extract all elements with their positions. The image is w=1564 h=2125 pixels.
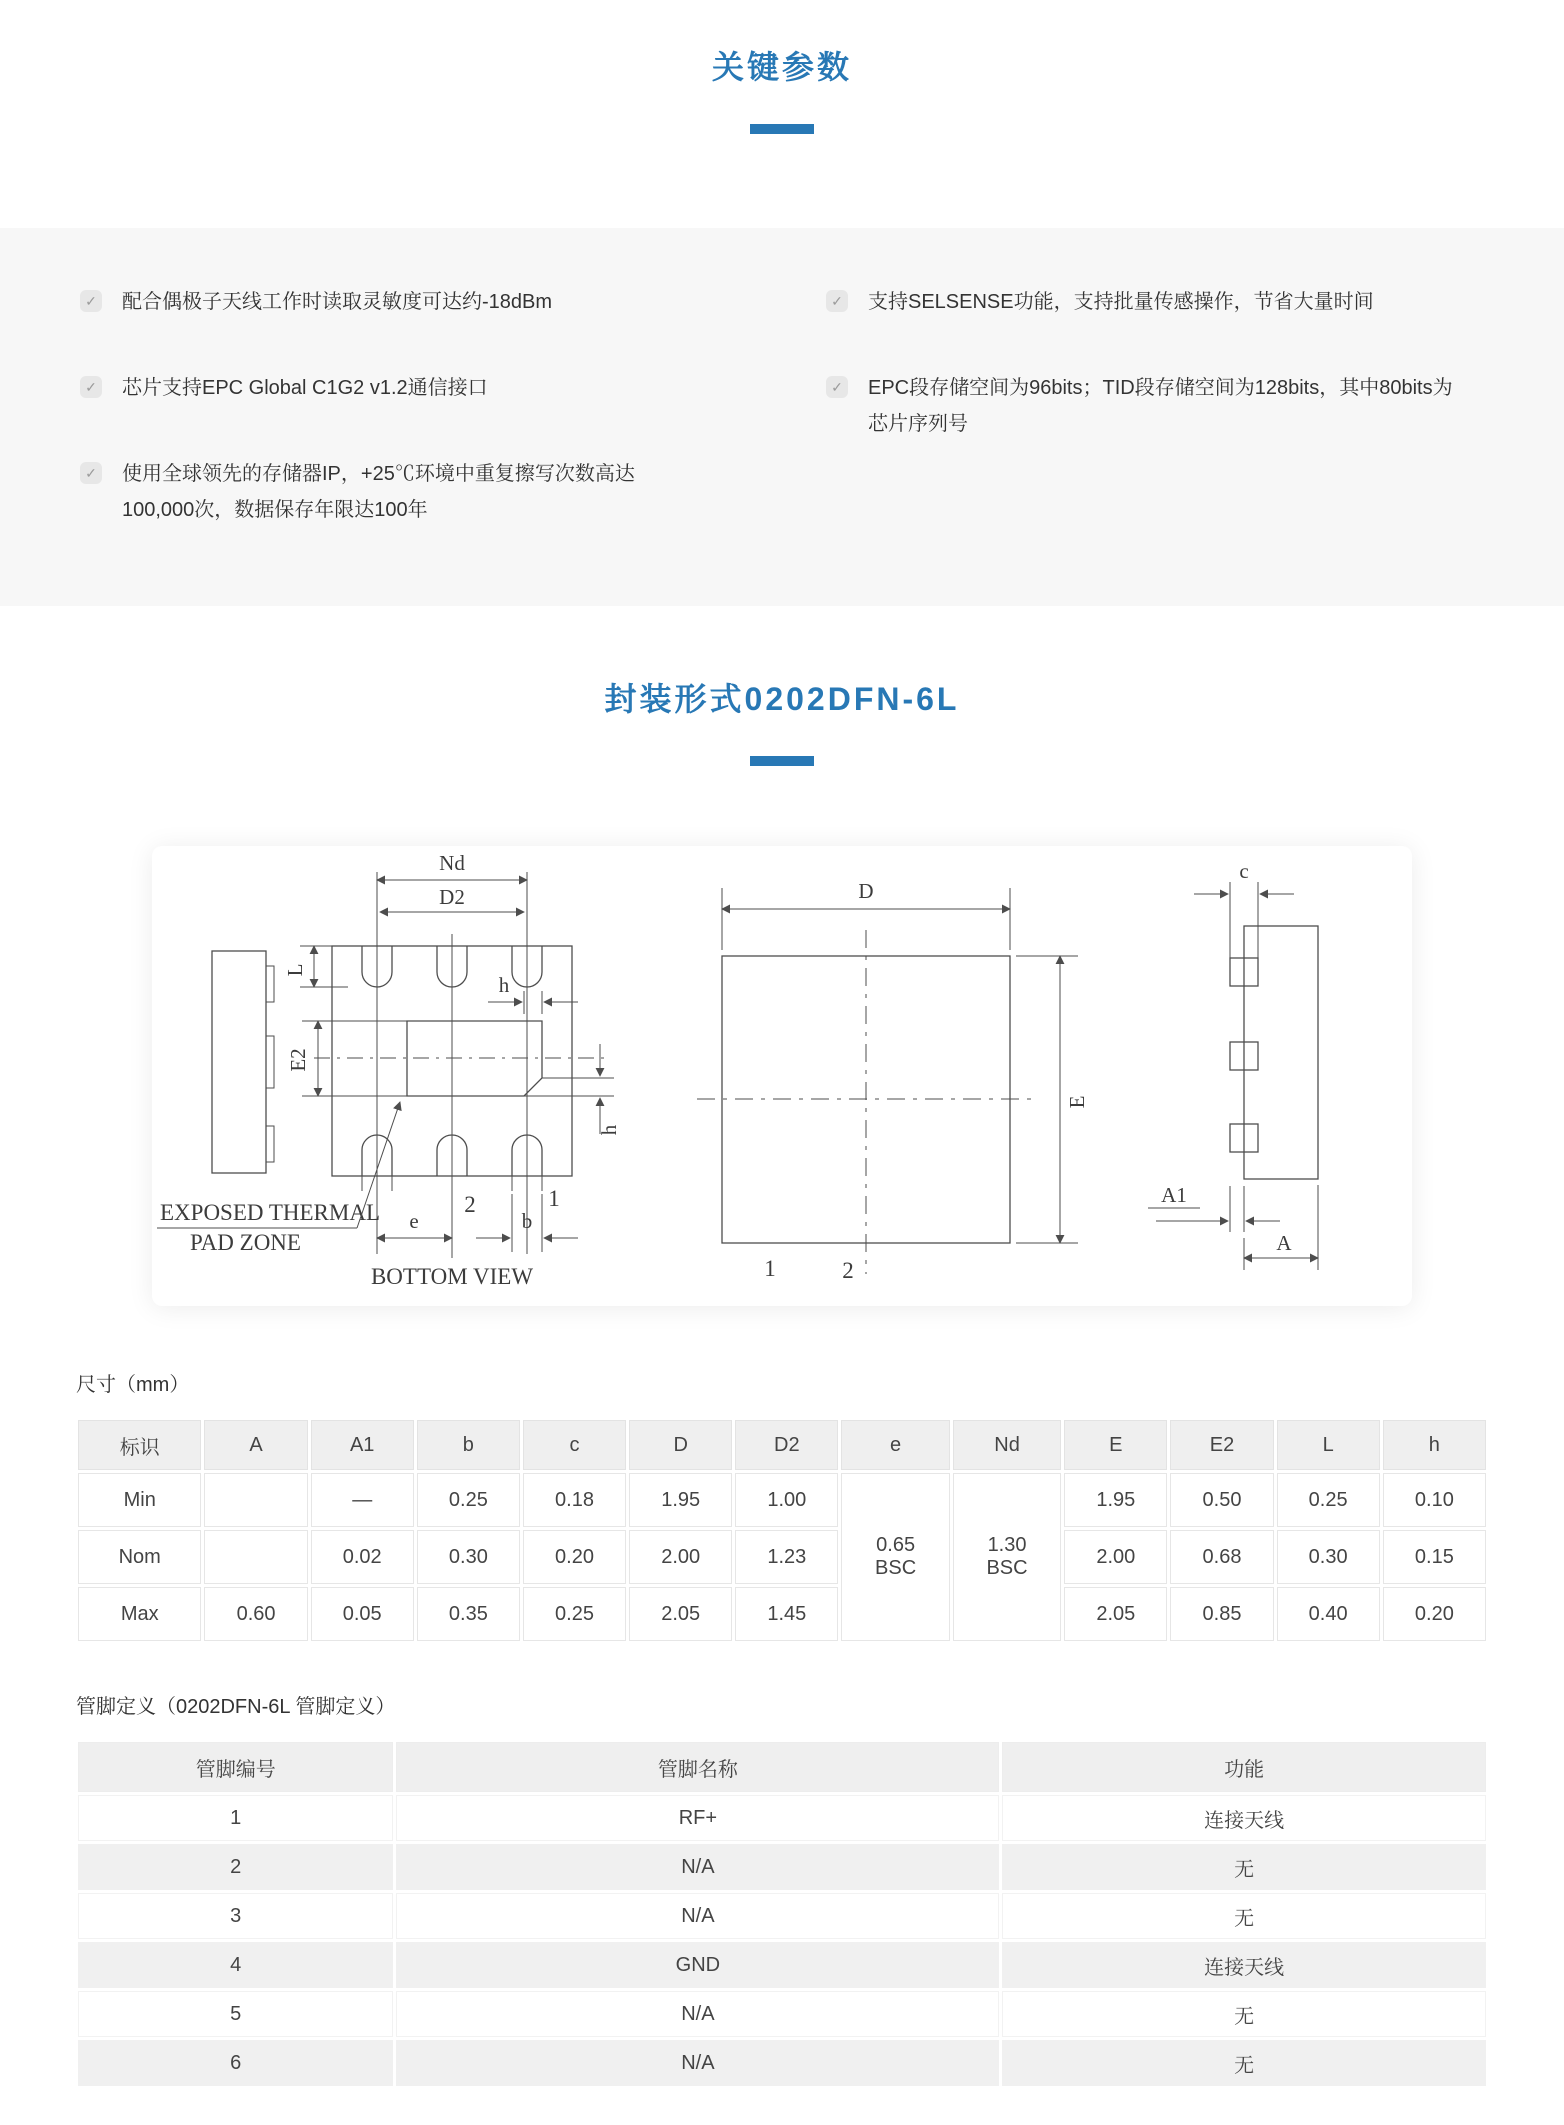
feature-text: 支持SELSENSE功能，支持批量传感操作，节省大量时间 <box>868 291 1374 313</box>
merged-cell-nd <box>953 1473 1061 1641</box>
pin-name: N/A <box>396 2040 999 2086</box>
cell: 0.20 <box>523 1530 626 1584</box>
dim-label-E: E <box>1065 1095 1089 1109</box>
cell <box>204 1473 307 1527</box>
bottom-view-caption: BOTTOM VIEW <box>370 1264 534 1289</box>
dim-label-d2: D2 <box>439 885 465 909</box>
feature-text: 使用全球领先的存储器IP，+25℃环境中重复擦写次数高达100,000次，数据保存年限达100年 <box>122 463 635 521</box>
column-header: D <box>629 1420 732 1470</box>
pin-definition-label: 管脚定义（0202DFN-6L 管脚定义） <box>76 1696 396 1718</box>
feature-text: EPC段存储空间为96bits；TID段存储空间为128bits，其中80bits为芯片序列号 <box>868 377 1453 435</box>
cell: 0.02 <box>311 1530 414 1584</box>
cell: 0.30 <box>1277 1530 1380 1584</box>
title-underline <box>750 124 814 134</box>
column-header: Nd <box>953 1420 1061 1470</box>
dimensions-table <box>75 1417 1489 1644</box>
merged-value-line: 0.65 <box>876 1534 916 1556</box>
key-parameters-title: 关键参数 <box>711 49 852 85</box>
row-label: Max <box>78 1587 201 1641</box>
feature-item <box>826 284 1564 320</box>
bottom-view-pin1: 1 <box>548 1186 560 1211</box>
merged-value-line: 1.30 <box>987 1534 1027 1556</box>
pin-function: 连接天线 <box>1002 1942 1486 1988</box>
pin-name: N/A <box>396 1991 999 2037</box>
dim-label-h-center: h <box>498 973 510 997</box>
pin-number: 3 <box>78 1893 393 1939</box>
side-profile-view <box>212 951 274 1173</box>
feature-item <box>80 284 826 320</box>
table-row <box>78 1942 1486 1988</box>
pin-function: 无 <box>1002 1991 1486 2037</box>
table-row <box>78 2040 1486 2086</box>
cell <box>204 1530 307 1584</box>
cell: 1.45 <box>735 1587 838 1641</box>
feature-item <box>80 456 826 528</box>
cell: 0.50 <box>1170 1473 1273 1527</box>
pin-number: 1 <box>78 1795 393 1841</box>
column-header: A <box>204 1420 307 1470</box>
feature-item <box>826 370 1564 442</box>
table-row <box>78 1530 1486 1584</box>
cell: 2.05 <box>1064 1587 1167 1641</box>
row-label: Nom <box>78 1530 201 1584</box>
pin-function: 连接天线 <box>1002 1795 1486 1841</box>
features-column-right <box>826 284 1564 578</box>
cell: 1.95 <box>629 1473 732 1527</box>
column-header: E <box>1064 1420 1167 1470</box>
dim-label-h-right: h <box>597 1124 621 1136</box>
cell: 0.15 <box>1383 1530 1486 1584</box>
column-header: D2 <box>735 1420 838 1470</box>
package-title: 封装形式0202DFN-6L <box>604 681 960 717</box>
merged-cell-e <box>841 1473 949 1641</box>
pin-number: 2 <box>78 1844 393 1890</box>
column-header: 管脚编号 <box>78 1742 393 1792</box>
cell: 0.18 <box>523 1473 626 1527</box>
table-row <box>78 1795 1486 1841</box>
cell: — <box>311 1473 414 1527</box>
pin-name: N/A <box>396 1844 999 1890</box>
bottom-view-pin2: 2 <box>464 1192 476 1217</box>
thermal-pad-note-line1: EXPOSED THERMAL <box>160 1200 381 1225</box>
column-header: e <box>841 1420 949 1470</box>
pin-definition-table <box>75 1739 1489 2089</box>
pin-function: 无 <box>1002 2040 1486 2086</box>
check-icon: ✓ <box>826 376 848 398</box>
cell: 0.25 <box>417 1473 520 1527</box>
cell: 0.35 <box>417 1587 520 1641</box>
side-view <box>1148 859 1318 1270</box>
merged-value-line: BSC <box>875 1557 917 1579</box>
column-header: b <box>417 1420 520 1470</box>
key-parameters-section <box>0 228 1564 606</box>
pin-name: RF+ <box>396 1795 999 1841</box>
feature-item <box>80 370 826 406</box>
dim-label-a: A <box>1276 1231 1292 1255</box>
feature-text: 芯片支持EPC Global C1G2 v1.2通信接口 <box>122 377 488 399</box>
feature-text: 配合偶极子天线工作时读取灵敏度可达约-18dBm <box>122 291 553 313</box>
title-underline <box>750 756 814 766</box>
dim-label-d: D <box>858 879 874 903</box>
cell: 2.00 <box>1064 1530 1167 1584</box>
pin-number: 6 <box>78 2040 393 2086</box>
dim-label-a1: A1 <box>1161 1183 1187 1207</box>
cell: 0.68 <box>1170 1530 1273 1584</box>
top-view-pin1: 1 <box>764 1256 776 1281</box>
check-icon: ✓ <box>826 290 848 312</box>
column-header: h <box>1383 1420 1486 1470</box>
column-header: 标识 <box>78 1420 201 1470</box>
column-header: E2 <box>1170 1420 1273 1470</box>
table-row <box>78 1844 1486 1890</box>
dimensions-label: 尺寸（mm） <box>76 1374 190 1396</box>
cell: 2.05 <box>629 1587 732 1641</box>
pin-name: N/A <box>396 1893 999 1939</box>
cell: 0.85 <box>1170 1587 1273 1641</box>
column-header: A1 <box>311 1420 414 1470</box>
table-row <box>78 1473 1486 1527</box>
column-header: 功能 <box>1002 1742 1486 1792</box>
cell: 0.25 <box>1277 1473 1380 1527</box>
cell: 0.25 <box>523 1587 626 1641</box>
dim-label-e2: E2 <box>286 1048 310 1072</box>
column-header: L <box>1277 1420 1380 1470</box>
cell: 1.95 <box>1064 1473 1167 1527</box>
check-icon: ✓ <box>80 290 102 312</box>
cell: 0.10 <box>1383 1473 1486 1527</box>
cell: 0.05 <box>311 1587 414 1641</box>
cell: 0.20 <box>1383 1587 1486 1641</box>
top-view-pin2: 2 <box>842 1258 854 1283</box>
check-icon: ✓ <box>80 462 102 484</box>
cell: 1.00 <box>735 1473 838 1527</box>
table-row <box>78 1893 1486 1939</box>
top-view <box>697 879 1089 1283</box>
pin-function: 无 <box>1002 1893 1486 1939</box>
pin-number: 5 <box>78 1991 393 2037</box>
package-drawing <box>152 846 1412 1306</box>
column-header: c <box>523 1420 626 1470</box>
dim-label-c: c <box>1239 859 1249 883</box>
cell: 1.23 <box>735 1530 838 1584</box>
bottom-view <box>157 851 621 1289</box>
merged-value-line: BSC <box>986 1557 1028 1579</box>
row-label: Min <box>78 1473 201 1527</box>
pin-function: 无 <box>1002 1844 1486 1890</box>
column-header: 管脚名称 <box>396 1742 999 1792</box>
table-row <box>78 1587 1486 1641</box>
cell: 2.00 <box>629 1530 732 1584</box>
table-row <box>78 1991 1486 2037</box>
cell: 0.30 <box>417 1530 520 1584</box>
dim-label-b: b <box>521 1209 533 1233</box>
cell: 0.60 <box>204 1587 307 1641</box>
dim-label-nd: Nd <box>439 851 465 875</box>
features-column-left <box>80 284 826 578</box>
pins-header-row <box>78 1742 1486 1792</box>
pin-name: GND <box>396 1942 999 1988</box>
check-icon: ✓ <box>80 376 102 398</box>
dimensions-header-row <box>78 1420 1486 1470</box>
thermal-pad-note-line2: PAD ZONE <box>190 1230 301 1255</box>
pin-number: 4 <box>78 1942 393 1988</box>
dim-label-e: e <box>409 1209 419 1233</box>
dim-label-l: L <box>283 963 307 977</box>
package-diagram-card <box>152 846 1412 1306</box>
cell: 0.40 <box>1277 1587 1380 1641</box>
